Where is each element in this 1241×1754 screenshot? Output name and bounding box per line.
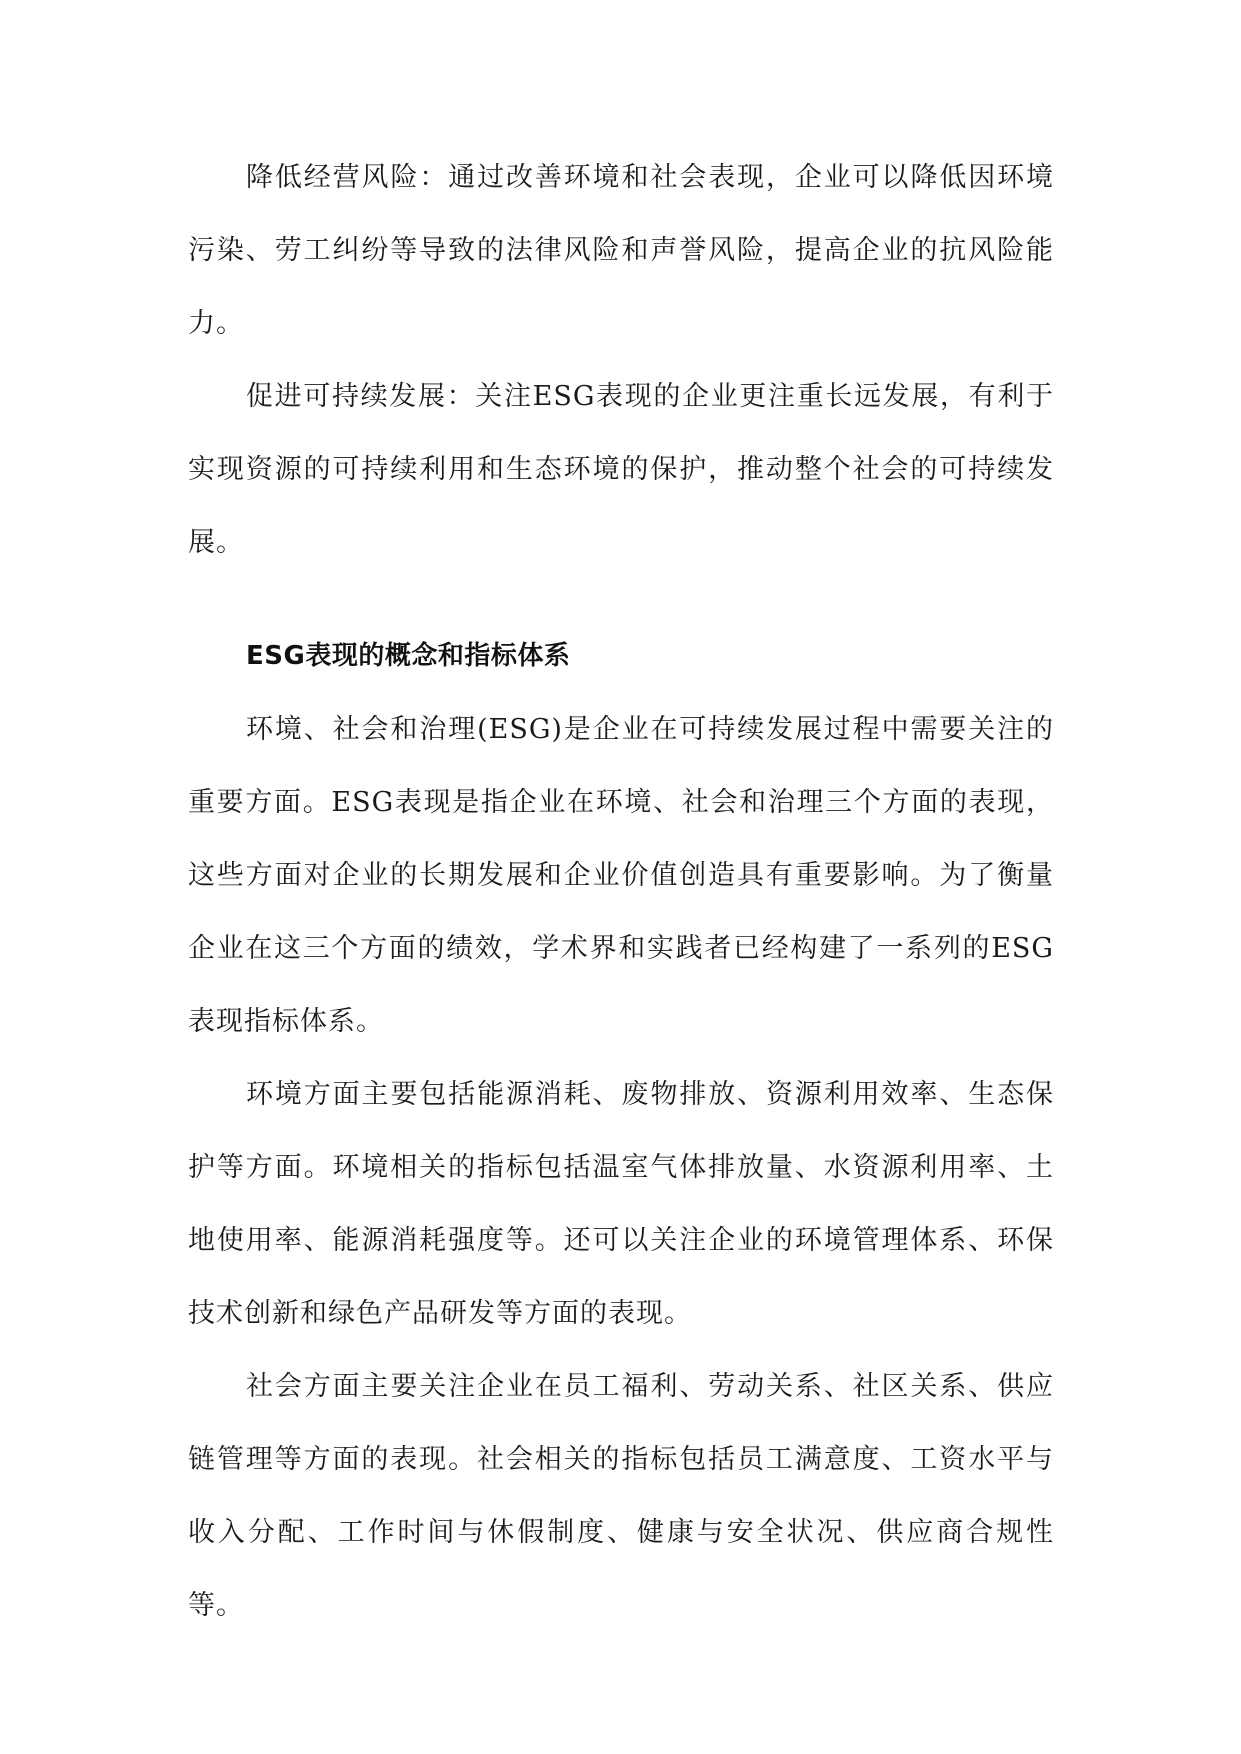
paragraph-promote-sustainable-development: 促进可持续发展：关注ESG表现的企业更注重长远发展，有利于实现资源的可持续利用和生态环境的保护，推动整个社会的可持续发展。 [188,381,1054,558]
paragraph-esg-definition: 环境、社会和治理(ESG)是企业在可持续发展过程中需要关注的重要方面。ESG表现是指企业在环境、社会和治理三个方面的表现，这些方面对企业的长期发展和企业价值创造具有重要影响。为了衡量企业在这三个方面的绩效，学术界和实践者已经构建了一系列的ESG表现指标体系。 [188,714,1054,1037]
document-body [188,141,1054,1642]
section-heading: ESG表现的概念和指标体系 [246,641,571,671]
paragraph-reduce-operating-risk: 降低经营风险：通过改善环境和社会表现，企业可以降低因环境污染、劳工纠纷等导致的法律风险和声誉风险，提高企业的抗风险能力。 [188,162,1054,339]
paragraph-social-aspect: 社会方面主要关注企业在员工福利、劳动关系、社区关系、供应链管理等方面的表现。社会相关的指标包括员工满意度、工资水平与收入分配、工作时间与休假制度、健康与安全状况、供应商合规性等。 [188,1371,1054,1621]
paragraph-environment-aspect: 环境方面主要包括能源消耗、废物排放、资源利用效率、生态保护等方面。环境相关的指标包括温室气体排放量、水资源利用率、土地使用率、能源消耗强度等。还可以关注企业的环境管理体系、环保技术创新和绿色产品研发等方面的表现。 [188,1079,1054,1329]
